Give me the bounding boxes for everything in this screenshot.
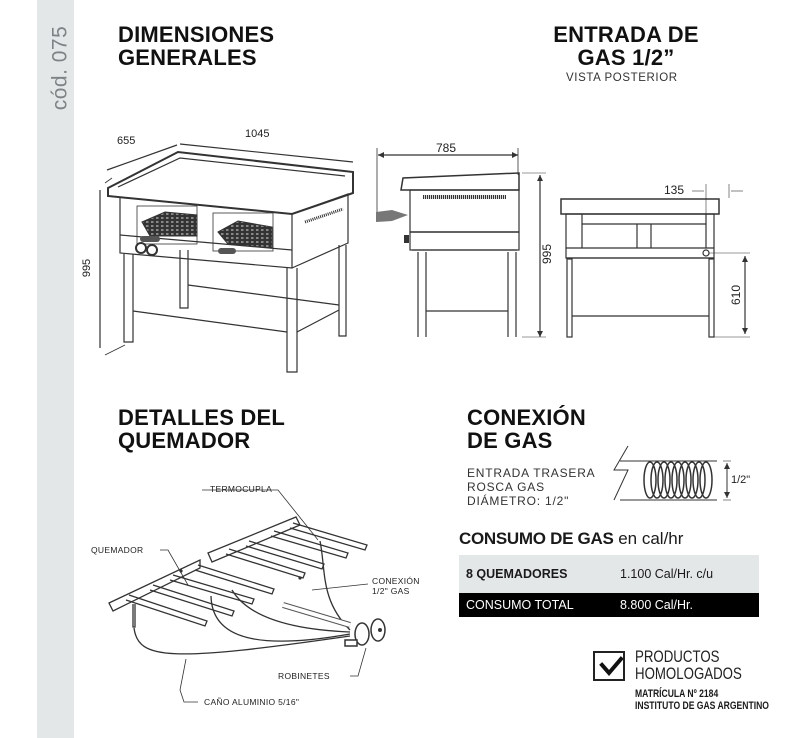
gas-inlet-title-line2: GAS 1/2” — [577, 45, 675, 70]
gas-connection-line3: DIÁMETRO: 1/2" — [467, 494, 570, 508]
dimensions-title-line2: GENERALES — [118, 45, 257, 70]
callout-conexion — [372, 576, 420, 596]
row-label: 8 QUEMADORES — [466, 567, 568, 581]
dim-height — [78, 258, 96, 278]
gas-connection-title-line1: CONEXIÓN — [467, 405, 586, 430]
table-row — [459, 593, 759, 617]
certification-line3: MATRÍCULA Nº 2184 — [635, 688, 719, 700]
gas-connection-line1: ENTRADA TRASERA — [467, 466, 596, 480]
certification-line1: PRODUCTOS — [635, 647, 720, 666]
gas-connection-line2: ROSCA GAS — [467, 480, 545, 494]
gas-connection-details — [467, 466, 595, 508]
dim-depth: 655 — [117, 135, 136, 147]
certification-line4: INSTITUTO DE GAS ARGENTINO — [635, 700, 769, 712]
burner-title-line2: QUEMADOR — [118, 428, 251, 453]
certification-details — [635, 688, 769, 712]
gas-connection-title — [467, 406, 586, 452]
consumption-title-bold: CONSUMO DE GAS — [459, 529, 614, 548]
dim-side-width: 785 — [436, 141, 457, 155]
callout-conexion-line1: CONEXIÓN — [372, 576, 420, 586]
dim-side-height-text: 995 — [540, 243, 555, 265]
consumption-table — [459, 555, 759, 617]
gas-inlet-title-line1: ENTRADA DE — [553, 22, 699, 47]
certification-heading — [635, 648, 742, 682]
callout-termocupla: TERMOCUPLA — [210, 484, 273, 494]
gas-connection-title-line2: DE GAS — [467, 428, 553, 453]
row-label: CONSUMO TOTAL — [466, 598, 574, 612]
callout-conexion-line2: 1/2" GAS — [372, 586, 410, 596]
dim-rear-inlet-height-text: 610 — [729, 284, 744, 306]
callout-robinetes: ROBINETES — [278, 671, 330, 681]
consumption-title-unit: en cal/hr — [618, 529, 684, 548]
consumption-title — [459, 529, 683, 549]
table-row — [459, 555, 759, 593]
burner-title-line1: DETALLES DEL — [118, 405, 285, 430]
gas-inlet-subtitle: VISTA POSTERIOR — [566, 72, 678, 84]
callout-cano: CAÑO ALUMINIO 5/16" — [204, 697, 300, 707]
callout-quemador: QUEMADOR — [91, 545, 144, 555]
thread-diameter-label: 1/2" — [731, 474, 751, 486]
product-code-text: cód. 075 — [48, 25, 72, 111]
dimensions-title-line1: DIMENSIONES — [118, 22, 275, 47]
checkmark-box-icon — [593, 651, 625, 681]
dim-side-height — [537, 243, 557, 265]
dim-height-text: 995 — [81, 258, 94, 278]
certification-line2: HOMOLOGADOS — [635, 664, 742, 683]
row-value: 1.100 Cal/Hr. c/u — [620, 567, 714, 581]
burner-details-title — [118, 406, 285, 452]
dim-rear-offset: 135 — [664, 183, 685, 197]
row-value: 8.800 Cal/Hr. — [620, 598, 693, 612]
dim-rear-inlet-height — [726, 284, 746, 306]
dim-width: 1045 — [245, 128, 270, 140]
